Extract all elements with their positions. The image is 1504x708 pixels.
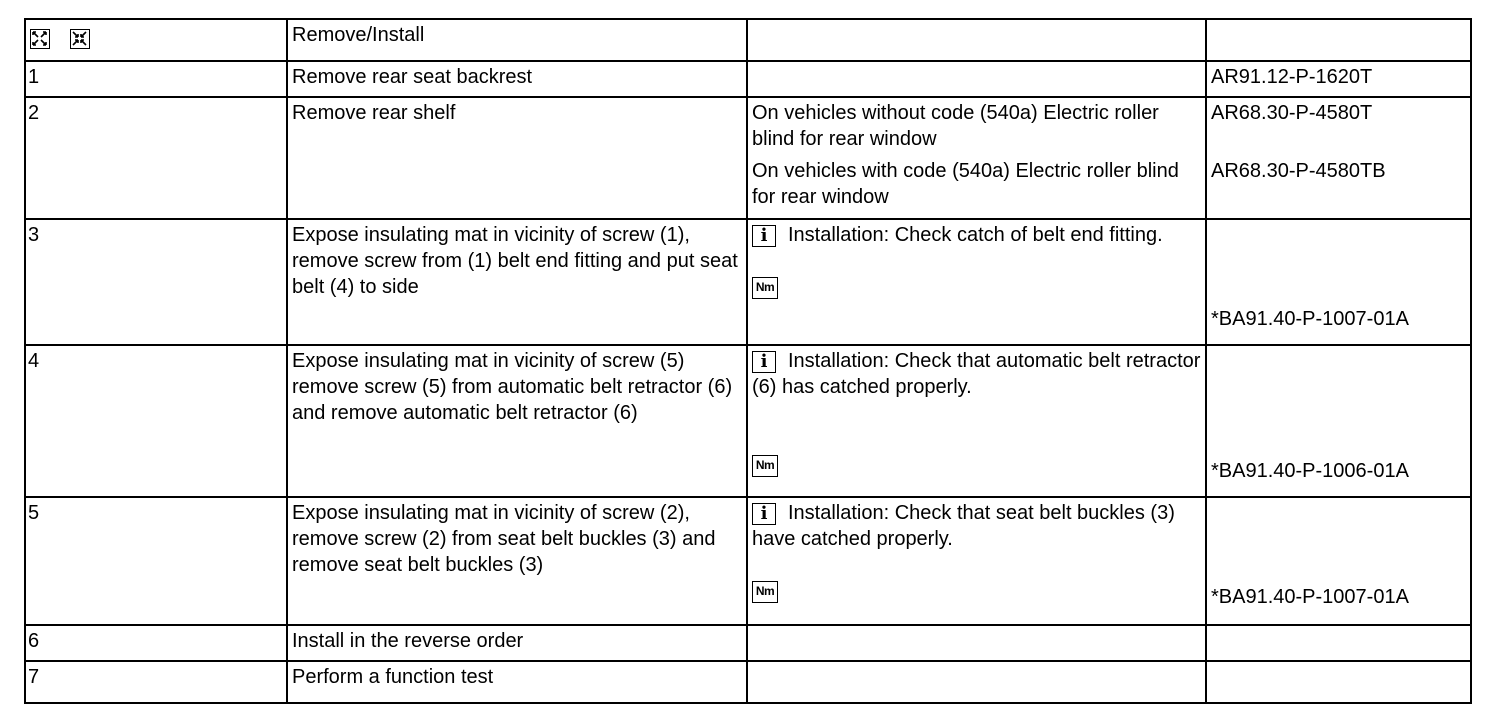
info-icon: i <box>752 351 776 373</box>
step-text: Perform a function test <box>292 666 494 688</box>
notes-cell <box>747 625 1206 661</box>
installation-text: Installation: Check that seat belt buckles (3) have catched properly. <box>752 502 1175 550</box>
torque-reference[interactable]: *BA91.40-P-1007-01A <box>1211 586 1409 608</box>
header-title: Remove/Install <box>292 24 425 46</box>
step-text: Install in the reverse order <box>292 630 524 652</box>
header-title-cell <box>287 19 747 61</box>
variant-note: On vehicles without code (540a) Electric roller blind for rear window <box>752 102 1159 150</box>
reference-cell <box>1206 625 1471 661</box>
document-reference[interactable]: AR68.30-P-4580T <box>1211 102 1373 124</box>
table-row <box>25 61 1471 97</box>
header-empty-cell <box>747 19 1206 61</box>
step-number: 4 <box>28 350 40 372</box>
step-text: Expose insulating mat in vicinity of screw (5) remove screw (5) from automatic belt retractor (6) and remove automatic belt retractor (6) <box>292 350 733 424</box>
step-number: 3 <box>28 224 40 246</box>
document-reference[interactable]: AR68.30-P-4580TB <box>1211 160 1386 182</box>
installation-text: Installation: Check catch of belt end fitting. <box>788 224 1163 246</box>
reference-cell <box>1206 661 1471 703</box>
step-number: 5 <box>28 502 40 524</box>
installation-note <box>752 348 1201 400</box>
installation-note <box>752 500 1201 552</box>
expand-all-icon[interactable] <box>30 29 50 49</box>
step-text: Expose insulating mat in vicinity of screw (1), remove screw from (1) belt end fitting and put seat belt (4) to side <box>292 224 738 298</box>
step-text: Remove rear seat backrest <box>292 66 533 88</box>
notes-cell <box>747 61 1206 97</box>
torque-icon: Nm <box>752 581 778 603</box>
notes-cell <box>747 661 1206 703</box>
torque-icon: Nm <box>752 455 778 477</box>
table-row <box>25 345 1471 497</box>
step-text: Expose insulating mat in vicinity of screw (2), remove screw (2) from seat belt buckles (3) and remove seat belt buckles (3) <box>292 502 716 576</box>
info-icon: i <box>752 503 776 525</box>
collapse-all-icon[interactable] <box>70 29 90 49</box>
torque-reference[interactable]: *BA91.40-P-1006-01A <box>1211 460 1409 482</box>
info-icon: i <box>752 225 776 247</box>
step-text: Remove rear shelf <box>292 102 456 124</box>
step-number: 7 <box>28 666 40 688</box>
step-number: 2 <box>28 102 40 124</box>
torque-icon: Nm <box>752 277 778 299</box>
table-row <box>25 97 1471 219</box>
installation-text: Installation: Check that automatic belt retractor (6) has catched properly. <box>752 350 1201 398</box>
variant-note: On vehicles with code (540a) Electric roller blind for rear window <box>752 160 1179 208</box>
step-number: 6 <box>28 630 40 652</box>
table-row <box>25 625 1471 661</box>
header-icons-cell <box>25 19 287 61</box>
document-reference[interactable]: AR91.12-P-1620T <box>1211 66 1373 88</box>
step-number: 1 <box>28 66 40 88</box>
torque-reference[interactable]: *BA91.40-P-1007-01A <box>1211 308 1409 330</box>
table-row <box>25 219 1471 345</box>
procedure-table <box>24 18 1472 704</box>
header-row <box>25 19 1471 61</box>
header-empty-cell <box>1206 19 1471 61</box>
installation-note <box>752 222 1201 248</box>
table-row <box>25 661 1471 703</box>
table-row <box>25 497 1471 625</box>
